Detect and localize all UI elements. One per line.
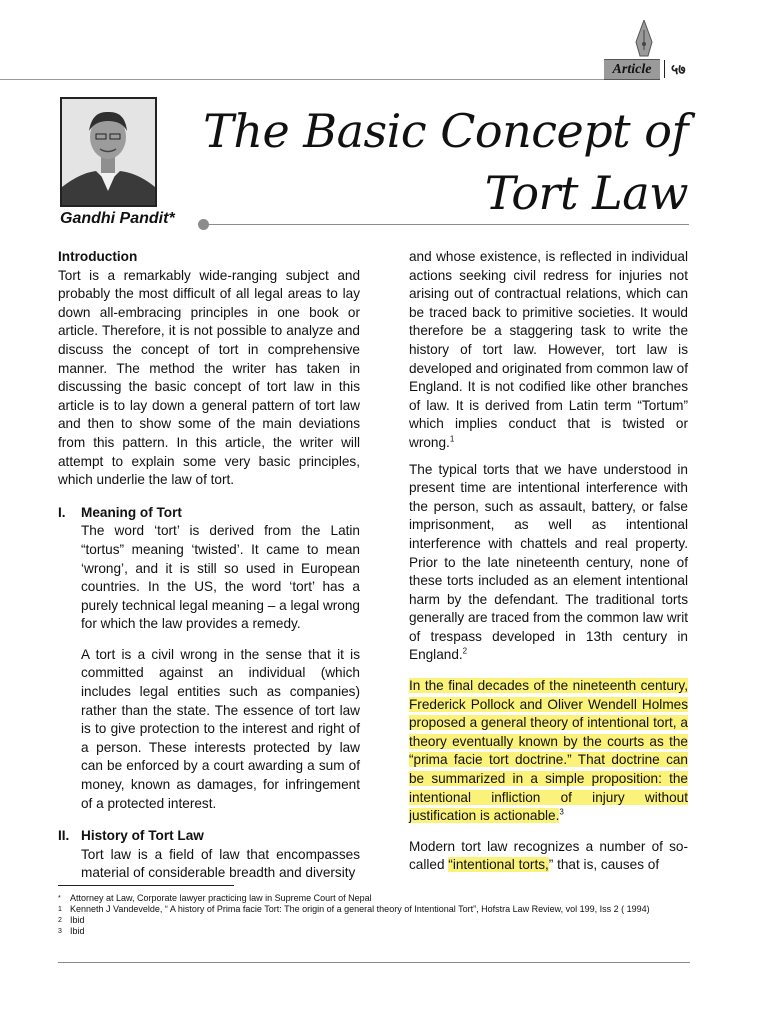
footnote-ref-1[interactable]: 1: [449, 434, 455, 444]
section-2-number: II.: [58, 828, 70, 844]
introduction-paragraph: Tort is a remarkably wide-ranging subject and probably the most difficult of all legal areas to lay down all-embracing principles in one book or article. Therefore, it is not possible to analyze and discuss the concept of tort in comprehensive manner. The method the writer has taken in discussing the basic concept of tort law in this article is to lay down a general pattern of tort law and then to show some of the main deviations from this pattern. In this article, the writer will attempt to explain some very basic principles, which underlie the law of tort.: [58, 267, 360, 488]
footnote-mark: 3: [58, 928, 62, 935]
history-paragraph-3-highlighted: [409, 677, 688, 826]
introduction-heading: Introduction: [58, 249, 138, 264]
footnote-item: [58, 915, 690, 926]
history-paragraph-4: [409, 838, 688, 875]
footnote-separator-rule: [58, 885, 234, 886]
section-1-heading: [58, 504, 360, 523]
article-section-tag: Article: [604, 59, 660, 80]
footnote-text: Ibid: [70, 926, 85, 936]
footnote-mark: 1: [58, 906, 62, 913]
right-column: [409, 248, 688, 875]
highlighted-phrase[interactable]: “intentional torts,: [448, 857, 549, 873]
section-1-paragraph-1: The word ‘tort’ is derived from the Latin “tortus” meaning ‘twisted’. It came to mean ‘wrong’, and it is still so used in European countries. In the US, the word ‘tort’ has a purely technical legal meaning – a legal wrong for which the law provides a remedy.: [81, 523, 360, 632]
section-1-number: I.: [58, 504, 66, 520]
left-column: [58, 248, 360, 883]
footnote-item: [58, 926, 690, 937]
article-title-line-1: The Basic Concept of: [203, 104, 688, 158]
article-title: [203, 100, 688, 224]
section-1-title: Meaning of Tort: [81, 504, 182, 520]
highlighted-passage[interactable]: In the final decades of the nineteenth century, Frederick Pollock and Oliver Wendell Holmes proposed a general theory of intentional tort, a theory eventually known by the courts as the “prima facie tort doctrine.” That doctrine can be summarized in a simple proposition: the intentional infliction of injury without justification is actionable.: [409, 678, 688, 824]
section-1-paragraph-2: A tort is a civil wrong in the sense that it is committed against an individual (which includes legal entities such as companies) rather than the state. The essence of tort law is to give protection to the interest and right of a person. These interests protected by law can be enforced by a court awarding a sum of money, known as damages, for infringement of a protected interest.: [81, 646, 360, 811]
footnote-item: [58, 893, 690, 904]
footnote-mark: 2: [58, 917, 62, 924]
page-number: ५७: [671, 61, 686, 77]
section-2-paragraph-1: Tort law is a field of law that encompasses material of considerable breadth and diversity: [81, 846, 360, 881]
history-paragraph-2: [409, 461, 688, 666]
page-bottom-rule: [58, 962, 690, 963]
section-2-body: [58, 846, 360, 883]
footnote-ref-2[interactable]: 2: [462, 646, 468, 656]
page-number-separator: [664, 60, 665, 78]
footnote-text: Attorney at Law, Corporate lawyer practicing law in Supreme Court of Nepal: [70, 893, 372, 903]
footnote-mark: *: [58, 895, 61, 902]
author-photo: [60, 97, 157, 207]
article-title-line-2: Tort Law: [484, 166, 688, 220]
history-paragraph-1-text: and whose existence, is reflected in individual actions seeking civil redress for injuries not arising out of contractual relations, which can be traced back to primitive societies. It would therefore be a staggering task to write the history of tort law. However, tort law is developed and originated from common law of England. It is not codified like other branches of law. It is derived from Latin term “Tortum” which implies conduct that is twisted or wrong.: [409, 249, 688, 450]
footnote-ref-3[interactable]: 3: [559, 807, 564, 817]
paragraph-4-end: ” that is, causes of: [548, 857, 660, 873]
section-1-body: [58, 522, 360, 813]
author-name: Gandhi Pandit*: [60, 210, 175, 227]
footnotes: [58, 893, 690, 937]
footnote-item: [58, 904, 690, 915]
author-rule: [205, 224, 689, 225]
paragraph-4-start: Modern tort law recognizes a number of so-called: [409, 838, 688, 873]
section-2-heading: [58, 827, 360, 846]
history-paragraph-1: [409, 248, 688, 453]
history-paragraph-2-text: The typical torts that we have understood in present time are intentional interference with the person, such as assault, battery, or false imprisonment, as well as intentional interference with chattels and real property. Prior to the late nineteenth century, none of these torts included as an element intentional harm by the defendant. The traditional torts generally are traced from the common law writ of trespass developed in 13th century in England.: [409, 461, 688, 663]
footnote-text: Ibid: [70, 915, 85, 925]
section-2-title: History of Tort Law: [81, 828, 204, 844]
footnote-text: Kenneth J Vandevelde, “ A history of Prima facie Tort: The origin of a general theory of Intentional Tort”, Hofstra Law Review, vol 199, Iss 2 ( 1994): [70, 904, 650, 914]
header-rule: [0, 79, 604, 80]
fountain-pen-nib-icon: [634, 20, 654, 60]
